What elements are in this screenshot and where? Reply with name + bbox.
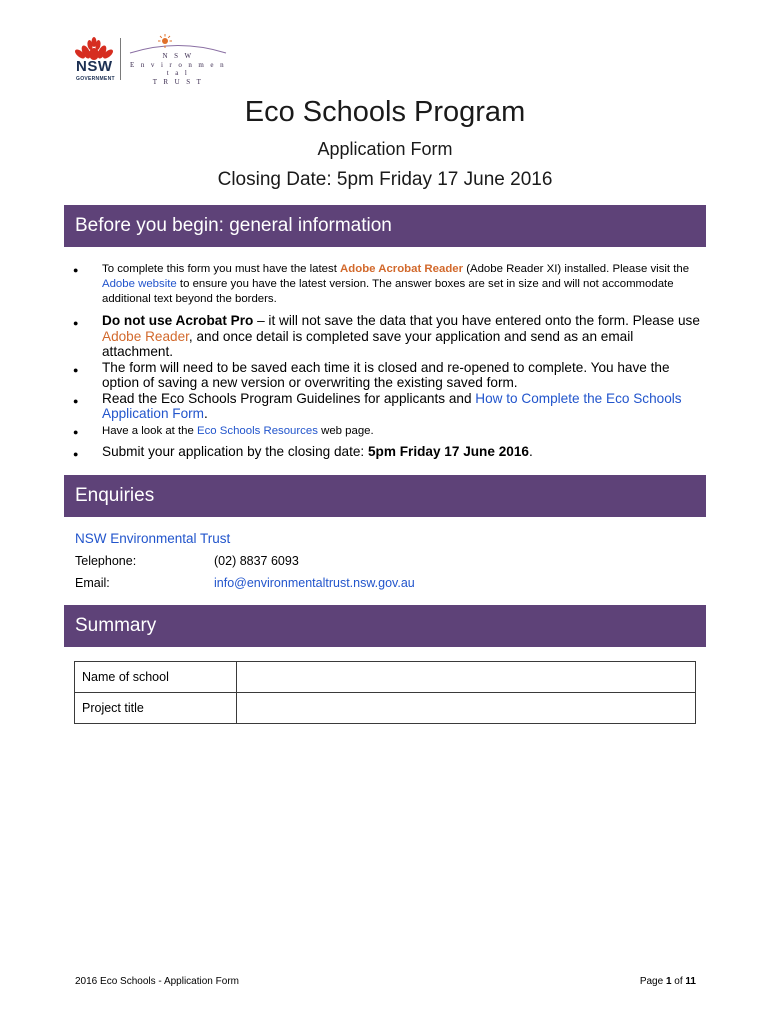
logo-divider [120,38,121,80]
telephone-label: Telephone: [75,554,137,568]
section-header-enquiries: Enquiries [64,475,706,517]
eco-schools-resources-link[interactable]: Eco Schools Resources [196,424,318,437]
bullet-icon: ● [73,426,79,437]
waratah-icon [74,36,114,60]
trust-line: N S W [162,52,194,60]
school-name-field[interactable] [237,662,696,693]
section-header-before-you-begin: Before you begin: general information [64,205,706,247]
list-item: ● Have a look at the Eco Schools Resources web page. [64,424,706,439]
email-label: Email: [75,576,110,590]
project-title-label: Project title [75,693,237,724]
project-title-field[interactable] [237,693,696,724]
bullet-icon: ● [73,448,79,459]
adobe-reader-link[interactable]: Adobe Reader [102,328,189,344]
adobe-acrobat-reader-link[interactable]: Adobe Acrobat Reader [340,263,464,275]
nsw-government-label: GOVERNMENT [76,76,115,82]
footer-document-title: 2016 Eco Schools - Application Form [75,976,239,987]
nsw-wordmark: NSW [76,58,113,75]
email-link[interactable]: info@environmentaltrust.nsw.gov.au [214,576,415,590]
trust-line: T R U S T [152,77,204,86]
table-row [75,662,696,693]
header-logos [70,32,230,92]
bullet-icon: ● [73,395,79,406]
list-item: ● Do not use Acrobat Pro – it will not save the data that you have entered onto the form. Please use Adobe Reader, and once detail is completed save your application and send as an email attachment. [73,313,700,359]
table-row [75,693,696,724]
form-subtitle: Application Form [317,139,453,159]
enquiries-organisation: NSW Environmental Trust [75,531,231,546]
bullet-icon: ● [73,364,79,375]
bullet-icon: ● [73,318,79,328]
general-information-list [64,262,706,459]
telephone-value: (02) 8837 6093 [214,554,299,568]
adobe-website-link[interactable]: Adobe website [102,278,177,290]
page-title: Eco Schools Program [244,96,526,128]
list-item: ● Read the Eco Schools Program Guidelines for applicants and How to Complete the Eco Schools Application Form. [73,390,682,421]
list-item: ● The form will need to be saved each time it is closed and re-opened to complete. You have the option of saving a new version or overwriting the existing saved form. [73,359,670,390]
summary-table [74,661,696,724]
section-header-summary: Summary [64,605,706,647]
school-name-label: Name of school [75,662,237,693]
how-to-complete-link[interactable]: How to Complete the Eco Schools Application Form [102,390,682,421]
environmental-trust-logo-text [130,52,226,86]
closing-date: Closing Date: 5pm Friday 17 June 2016 [217,169,553,190]
list-item: ● Submit your application by the closing date: 5pm Friday 17 June 2016. [64,444,706,460]
trust-line: E n v i r o n m e n t a l [130,60,226,77]
footer-page-number: Page 1 of 11 [639,976,696,987]
bullet-icon: ● [73,265,79,275]
trust-sun-icon [158,34,172,48]
list-item: ● To complete this form you must have the latest Adobe Acrobat Reader (Adobe Reader XI) installed. Please visit the Adobe website to ensure you have the latest version. The answer boxes are set in size and will not accommodate additional text beyond the borders. [73,263,690,305]
